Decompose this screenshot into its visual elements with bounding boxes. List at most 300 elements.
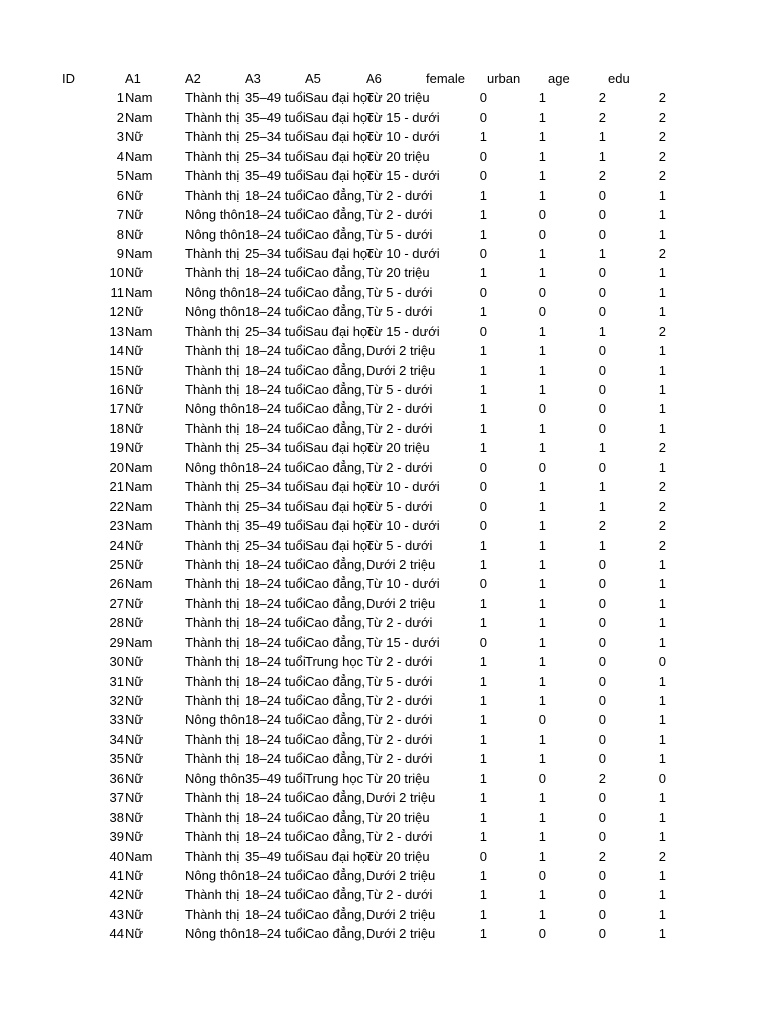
- cell-edu[interactable]: 1: [658, 673, 666, 689]
- cell-a6[interactable]: Từ 2 - dưới: [366, 712, 433, 728]
- cell-edu[interactable]: 2: [658, 479, 666, 495]
- cell-a1[interactable]: Nữ: [125, 187, 144, 203]
- cell-age[interactable]: 0: [598, 731, 606, 747]
- cell-a3[interactable]: 18–24 tuổi: [245, 654, 306, 670]
- cell-edu[interactable]: 2: [658, 129, 666, 145]
- cell-id[interactable]: 42: [109, 887, 124, 903]
- cell-a3[interactable]: 25–34 tuổi: [245, 537, 306, 553]
- cell-a2[interactable]: Thành thị: [185, 848, 240, 864]
- cell-a1[interactable]: Nữ: [125, 693, 144, 708]
- cell-age[interactable]: 2: [598, 168, 606, 184]
- cell-a6[interactable]: Từ 20 triệu: [366, 440, 430, 456]
- cell-edu[interactable]: 1: [658, 304, 666, 320]
- cell-a6[interactable]: Từ 15 - dưới: [366, 634, 440, 650]
- cell-a6[interactable]: Từ 20 triệu: [366, 848, 430, 864]
- cell-edu[interactable]: 1: [658, 226, 666, 242]
- cell-id[interactable]: 20: [109, 459, 124, 475]
- cell-id[interactable]: 26: [109, 576, 124, 592]
- cell-a5[interactable]: Sau đại học: [305, 440, 374, 456]
- cell-a5[interactable]: Cao đẳng,: [305, 712, 365, 728]
- cell-urban[interactable]: 1: [538, 790, 546, 806]
- cell-age[interactable]: 0: [598, 304, 606, 320]
- cell-age[interactable]: 0: [598, 673, 606, 689]
- cell-a6[interactable]: Dưới 2 triệu: [366, 362, 436, 378]
- cell-a2[interactable]: Thành thị: [185, 906, 240, 922]
- cell-female[interactable]: 0: [479, 284, 487, 300]
- cell-id[interactable]: 8: [116, 226, 124, 242]
- cell-a1[interactable]: Nữ: [125, 207, 144, 223]
- cell-edu[interactable]: 2: [658, 518, 666, 534]
- cell-a6[interactable]: Từ 10 - dưới: [366, 518, 440, 534]
- cell-urban[interactable]: 0: [538, 304, 546, 320]
- cell-age[interactable]: 2: [598, 518, 606, 534]
- cell-a5[interactable]: Cao đẳng,: [305, 459, 365, 475]
- cell-urban[interactable]: 0: [538, 226, 546, 242]
- cell-a3[interactable]: 18–24 tuổi: [245, 731, 306, 747]
- cell-a5[interactable]: Cao đẳng,: [305, 595, 365, 611]
- cell-a2[interactable]: Thành thị: [185, 615, 240, 631]
- cell-a6[interactable]: Từ 10 - dưới: [366, 479, 440, 495]
- cell-a1[interactable]: Nữ: [125, 673, 144, 689]
- cell-urban[interactable]: 1: [538, 537, 546, 553]
- cell-a1[interactable]: Nam: [125, 634, 153, 650]
- cell-a3[interactable]: 25–34 tuổi: [245, 245, 306, 261]
- cell-urban[interactable]: 1: [538, 265, 546, 281]
- cell-age[interactable]: 0: [598, 906, 606, 922]
- cell-a6[interactable]: Từ 15 - dưới: [366, 323, 440, 339]
- cell-age[interactable]: 0: [598, 576, 606, 592]
- cell-a3[interactable]: 18–24 tuổi: [245, 304, 306, 320]
- header-id[interactable]: ID: [62, 71, 75, 86]
- cell-urban[interactable]: 0: [538, 459, 546, 475]
- cell-age[interactable]: 0: [598, 809, 606, 825]
- cell-female[interactable]: 1: [479, 362, 487, 378]
- cell-a2[interactable]: Thành thị: [185, 90, 240, 106]
- cell-a3[interactable]: 25–34 tuổi: [245, 440, 306, 456]
- cell-a1[interactable]: Nữ: [125, 362, 144, 378]
- cell-id[interactable]: 40: [109, 848, 124, 864]
- cell-a3[interactable]: 18–24 tuổi: [245, 926, 306, 942]
- cell-urban[interactable]: 0: [538, 207, 546, 223]
- cell-a3[interactable]: 18–24 tuổi: [245, 751, 306, 767]
- cell-urban[interactable]: 1: [538, 751, 546, 767]
- header-a2[interactable]: A2: [185, 71, 201, 86]
- cell-urban[interactable]: 1: [538, 848, 546, 864]
- cell-urban[interactable]: 0: [538, 770, 546, 786]
- cell-id[interactable]: 43: [109, 906, 124, 922]
- cell-edu[interactable]: 2: [658, 168, 666, 184]
- cell-id[interactable]: 5: [116, 168, 124, 184]
- cell-a2[interactable]: Nông thôn: [185, 401, 245, 417]
- cell-a5[interactable]: Cao đẳng,: [305, 265, 365, 281]
- cell-a6[interactable]: Dưới 2 triệu: [366, 790, 436, 806]
- cell-id[interactable]: 7: [116, 207, 124, 223]
- cell-a1[interactable]: Nữ: [125, 654, 144, 670]
- cell-urban[interactable]: 1: [538, 187, 546, 203]
- cell-a6[interactable]: Dưới 2 triệu: [366, 867, 436, 883]
- cell-a1[interactable]: Nam: [125, 323, 153, 339]
- cell-a6[interactable]: Từ 2 - dưới: [366, 401, 433, 417]
- cell-a3[interactable]: 18–24 tuổi: [245, 809, 306, 825]
- cell-a5[interactable]: Cao đẳng,: [305, 731, 365, 747]
- cell-id[interactable]: 11: [110, 284, 124, 300]
- cell-a6[interactable]: Từ 10 - dưới: [366, 245, 440, 261]
- cell-a2[interactable]: Nông thôn: [185, 926, 245, 942]
- cell-a2[interactable]: Thành thị: [185, 440, 240, 456]
- cell-edu[interactable]: 1: [658, 420, 666, 436]
- cell-age[interactable]: 2: [598, 109, 606, 125]
- cell-a3[interactable]: 18–24 tuổi: [245, 790, 306, 806]
- cell-a6[interactable]: Dưới 2 triệu: [366, 343, 436, 359]
- cell-a3[interactable]: 25–34 tuổi: [245, 148, 306, 164]
- cell-a1[interactable]: Nam: [125, 848, 153, 864]
- cell-a2[interactable]: Thành thị: [185, 382, 240, 397]
- cell-female[interactable]: 1: [479, 615, 487, 631]
- cell-age[interactable]: 0: [598, 693, 606, 708]
- cell-a2[interactable]: Thành thị: [185, 498, 240, 514]
- cell-a3[interactable]: 35–49 tuổi: [245, 770, 306, 786]
- cell-edu[interactable]: 2: [658, 537, 666, 553]
- cell-id[interactable]: 21: [109, 479, 124, 495]
- cell-a5[interactable]: Cao đẳng,: [305, 401, 365, 417]
- cell-a6[interactable]: Từ 5 - dưới: [366, 284, 433, 300]
- cell-female[interactable]: 0: [479, 168, 487, 184]
- cell-a6[interactable]: Từ 15 - dưới: [366, 109, 440, 125]
- cell-edu[interactable]: 1: [658, 265, 666, 281]
- cell-age[interactable]: 0: [598, 751, 606, 767]
- cell-female[interactable]: 1: [479, 226, 487, 242]
- cell-female[interactable]: 0: [479, 848, 487, 864]
- cell-age[interactable]: 1: [598, 245, 606, 261]
- cell-a2[interactable]: Thành thị: [185, 245, 240, 261]
- cell-female[interactable]: 1: [479, 790, 487, 806]
- cell-a2[interactable]: Nông thôn: [185, 226, 245, 242]
- cell-a5[interactable]: Cao đẳng,: [305, 420, 365, 436]
- cell-a1[interactable]: Nữ: [125, 829, 144, 845]
- cell-a1[interactable]: Nữ: [125, 556, 144, 572]
- cell-a5[interactable]: Sau đại học: [305, 168, 374, 184]
- cell-a2[interactable]: Thành thị: [185, 829, 240, 845]
- cell-a6[interactable]: Từ 2 - dưới: [366, 751, 433, 767]
- cell-a5[interactable]: Sau đại học: [305, 479, 374, 495]
- cell-a6[interactable]: Từ 2 - dưới: [366, 615, 433, 631]
- cell-urban[interactable]: 1: [538, 90, 546, 106]
- cell-edu[interactable]: 1: [658, 187, 666, 203]
- cell-id[interactable]: 9: [116, 245, 124, 261]
- cell-female[interactable]: 0: [479, 90, 487, 106]
- cell-id[interactable]: 34: [109, 731, 124, 747]
- cell-urban[interactable]: 1: [538, 498, 546, 514]
- cell-age[interactable]: 1: [598, 498, 606, 514]
- cell-age[interactable]: 1: [598, 440, 606, 456]
- cell-a3[interactable]: 18–24 tuổi: [245, 829, 306, 845]
- cell-a2[interactable]: Thành thị: [185, 673, 240, 689]
- cell-a6[interactable]: Dưới 2 triệu: [366, 906, 436, 922]
- cell-a6[interactable]: Từ 10 - dưới: [366, 576, 440, 592]
- cell-female[interactable]: 1: [479, 207, 487, 223]
- cell-a2[interactable]: Thành thị: [185, 790, 240, 806]
- cell-age[interactable]: 2: [598, 770, 606, 786]
- cell-age[interactable]: 0: [598, 226, 606, 242]
- cell-a1[interactable]: Nam: [125, 479, 153, 495]
- cell-female[interactable]: 0: [479, 459, 487, 475]
- cell-female[interactable]: 0: [479, 518, 487, 534]
- cell-a3[interactable]: 18–24 tuổi: [245, 343, 306, 359]
- cell-age[interactable]: 0: [598, 615, 606, 631]
- cell-edu[interactable]: 1: [658, 459, 666, 475]
- cell-a3[interactable]: 18–24 tuổi: [245, 673, 306, 689]
- cell-edu[interactable]: 1: [658, 867, 666, 883]
- cell-a3[interactable]: 35–49 tuổi: [245, 848, 306, 864]
- cell-urban[interactable]: 1: [538, 245, 546, 261]
- cell-id[interactable]: 14: [109, 343, 124, 359]
- cell-a5[interactable]: Sau đại học: [305, 323, 374, 339]
- cell-female[interactable]: 0: [479, 634, 487, 650]
- cell-a3[interactable]: 35–49 tuổi: [245, 518, 306, 534]
- cell-a1[interactable]: Nữ: [125, 867, 144, 883]
- cell-edu[interactable]: 2: [658, 148, 666, 164]
- cell-a2[interactable]: Thành thị: [185, 362, 240, 378]
- header-female[interactable]: female: [426, 71, 466, 86]
- header-a3[interactable]: A3: [245, 71, 261, 86]
- cell-a2[interactable]: Thành thị: [185, 420, 240, 436]
- cell-a1[interactable]: Nữ: [125, 226, 144, 242]
- cell-urban[interactable]: 1: [538, 148, 546, 164]
- cell-a3[interactable]: 18–24 tuổi: [245, 401, 306, 417]
- header-a5[interactable]: A5: [305, 71, 321, 86]
- cell-a6[interactable]: Từ 5 - dưới: [366, 382, 433, 397]
- cell-urban[interactable]: 1: [538, 673, 546, 689]
- cell-a6[interactable]: Từ 2 - dưới: [366, 459, 433, 475]
- cell-age[interactable]: 0: [598, 556, 606, 572]
- cell-age[interactable]: 1: [598, 148, 606, 164]
- cell-a3[interactable]: 35–49 tuổi: [245, 168, 306, 184]
- cell-edu[interactable]: 1: [658, 595, 666, 611]
- cell-a2[interactable]: Thành thị: [185, 537, 240, 553]
- cell-a5[interactable]: Cao đẳng,: [305, 207, 365, 223]
- cell-female[interactable]: 1: [479, 129, 487, 145]
- cell-urban[interactable]: 1: [538, 343, 546, 359]
- cell-urban[interactable]: 1: [538, 109, 546, 125]
- cell-age[interactable]: 0: [598, 459, 606, 475]
- cell-edu[interactable]: 1: [658, 634, 666, 650]
- cell-id[interactable]: 30: [109, 654, 124, 670]
- cell-female[interactable]: 0: [479, 498, 487, 514]
- cell-age[interactable]: 0: [598, 887, 606, 903]
- cell-a2[interactable]: Thành thị: [185, 595, 240, 611]
- cell-a2[interactable]: Thành thị: [185, 654, 240, 670]
- cell-a2[interactable]: Thành thị: [185, 731, 240, 747]
- cell-a3[interactable]: 18–24 tuổi: [245, 459, 306, 475]
- cell-urban[interactable]: 0: [538, 926, 546, 942]
- cell-urban[interactable]: 1: [538, 323, 546, 339]
- cell-edu[interactable]: 0: [658, 770, 666, 786]
- cell-female[interactable]: 0: [479, 323, 487, 339]
- cell-id[interactable]: 39: [109, 829, 124, 845]
- cell-a6[interactable]: Từ 5 - dưới: [366, 498, 433, 514]
- cell-female[interactable]: 1: [479, 595, 487, 611]
- cell-a1[interactable]: Nữ: [125, 770, 144, 786]
- cell-edu[interactable]: 1: [658, 556, 666, 572]
- cell-edu[interactable]: 1: [658, 693, 666, 708]
- cell-edu[interactable]: 1: [658, 284, 666, 300]
- cell-edu[interactable]: 1: [658, 906, 666, 922]
- cell-urban[interactable]: 0: [538, 401, 546, 417]
- cell-a3[interactable]: 18–24 tuổi: [245, 284, 306, 300]
- cell-female[interactable]: 1: [479, 187, 487, 203]
- cell-id[interactable]: 22: [109, 498, 124, 514]
- cell-a6[interactable]: Từ 2 - dưới: [366, 187, 433, 203]
- header-age[interactable]: age: [548, 71, 570, 86]
- cell-a5[interactable]: Cao đẳng,: [305, 187, 365, 203]
- cell-a3[interactable]: 35–49 tuổi: [245, 90, 306, 106]
- cell-id[interactable]: 25: [109, 556, 124, 572]
- cell-a6[interactable]: Từ 20 triệu: [366, 265, 430, 281]
- cell-a5[interactable]: Cao đẳng,: [305, 887, 365, 903]
- cell-a6[interactable]: Từ 5 - dưới: [366, 304, 433, 320]
- cell-age[interactable]: 1: [598, 323, 606, 339]
- cell-a6[interactable]: Từ 10 - dưới: [366, 129, 440, 145]
- header-a1[interactable]: A1: [125, 71, 141, 86]
- cell-age[interactable]: 0: [598, 634, 606, 650]
- cell-edu[interactable]: 2: [658, 848, 666, 864]
- cell-a3[interactable]: 18–24 tuổi: [245, 693, 306, 708]
- cell-a3[interactable]: 18–24 tuổi: [245, 265, 306, 281]
- cell-a5[interactable]: Sau đại học: [305, 90, 374, 106]
- cell-age[interactable]: 0: [598, 401, 606, 417]
- cell-a5[interactable]: Cao đẳng,: [305, 829, 365, 845]
- cell-a5[interactable]: Cao đẳng,: [305, 304, 365, 320]
- cell-id[interactable]: 32: [109, 693, 124, 708]
- cell-a5[interactable]: Cao đẳng,: [305, 809, 365, 825]
- cell-a5[interactable]: Cao đẳng,: [305, 615, 365, 631]
- cell-edu[interactable]: 1: [658, 751, 666, 767]
- cell-id[interactable]: 24: [109, 537, 124, 553]
- cell-id[interactable]: 1: [116, 90, 124, 106]
- cell-age[interactable]: 0: [598, 654, 606, 670]
- cell-a2[interactable]: Thành thị: [185, 809, 240, 825]
- cell-female[interactable]: 1: [479, 693, 487, 708]
- cell-female[interactable]: 0: [479, 479, 487, 495]
- cell-age[interactable]: 0: [598, 343, 606, 359]
- cell-a5[interactable]: Cao đẳng,: [305, 343, 365, 359]
- cell-a2[interactable]: Thành thị: [185, 265, 240, 281]
- cell-a3[interactable]: 35–49 tuổi: [245, 109, 306, 125]
- cell-id[interactable]: 10: [109, 265, 124, 281]
- cell-urban[interactable]: 1: [538, 576, 546, 592]
- cell-age[interactable]: 1: [598, 129, 606, 145]
- cell-a3[interactable]: 18–24 tuổi: [245, 634, 306, 650]
- cell-a3[interactable]: 18–24 tuổi: [245, 187, 306, 203]
- cell-a2[interactable]: Thành thị: [185, 323, 240, 339]
- cell-a2[interactable]: Thành thị: [185, 887, 240, 903]
- cell-female[interactable]: 1: [479, 382, 487, 397]
- cell-urban[interactable]: 1: [538, 518, 546, 534]
- cell-a6[interactable]: Từ 2 - dưới: [366, 420, 433, 436]
- cell-female[interactable]: 0: [479, 148, 487, 164]
- cell-a2[interactable]: Nông thôn: [185, 304, 245, 320]
- cell-female[interactable]: 1: [479, 731, 487, 747]
- cell-edu[interactable]: 1: [658, 207, 666, 223]
- cell-id[interactable]: 28: [109, 615, 124, 631]
- cell-a2[interactable]: Thành thị: [185, 693, 240, 708]
- cell-female[interactable]: 1: [479, 440, 487, 456]
- cell-age[interactable]: 0: [598, 187, 606, 203]
- cell-female[interactable]: 1: [479, 556, 487, 572]
- cell-age[interactable]: 2: [598, 90, 606, 106]
- cell-female[interactable]: 1: [479, 887, 487, 903]
- cell-age[interactable]: 0: [598, 829, 606, 845]
- cell-edu[interactable]: 1: [658, 576, 666, 592]
- cell-a5[interactable]: Sau đại học: [305, 129, 374, 145]
- cell-a2[interactable]: Thành thị: [185, 168, 240, 184]
- cell-urban[interactable]: 1: [538, 479, 546, 495]
- cell-a5[interactable]: Cao đẳng,: [305, 362, 365, 378]
- cell-id[interactable]: 27: [109, 595, 124, 611]
- cell-age[interactable]: 0: [598, 790, 606, 806]
- header-edu[interactable]: edu: [608, 71, 630, 86]
- cell-female[interactable]: 1: [479, 420, 487, 436]
- cell-a2[interactable]: Thành thị: [185, 187, 240, 203]
- cell-a2[interactable]: Nông thôn: [185, 770, 245, 786]
- cell-edu[interactable]: 1: [658, 887, 666, 903]
- cell-a1[interactable]: Nữ: [125, 731, 144, 747]
- cell-a5[interactable]: Cao đẳng,: [305, 226, 365, 242]
- cell-id[interactable]: 2: [116, 109, 124, 125]
- cell-a1[interactable]: Nữ: [125, 595, 144, 611]
- cell-age[interactable]: 0: [598, 265, 606, 281]
- cell-urban[interactable]: 1: [538, 129, 546, 145]
- cell-female[interactable]: 1: [479, 867, 487, 883]
- cell-urban[interactable]: 1: [538, 634, 546, 650]
- cell-id[interactable]: 17: [109, 401, 124, 417]
- cell-id[interactable]: 31: [109, 673, 124, 689]
- cell-a3[interactable]: 18–24 tuổi: [245, 420, 306, 436]
- cell-edu[interactable]: 1: [658, 731, 666, 747]
- cell-female[interactable]: 1: [479, 770, 487, 786]
- cell-a1[interactable]: Nữ: [125, 809, 144, 825]
- cell-a1[interactable]: Nam: [125, 90, 153, 106]
- cell-a5[interactable]: Sau đại học: [305, 518, 374, 534]
- cell-a1[interactable]: Nam: [125, 168, 153, 184]
- cell-a5[interactable]: Cao đẳng,: [305, 576, 365, 592]
- cell-urban[interactable]: 1: [538, 654, 546, 670]
- cell-id[interactable]: 13: [109, 323, 124, 339]
- cell-a3[interactable]: 25–34 tuổi: [245, 323, 306, 339]
- cell-id[interactable]: 15: [109, 362, 124, 378]
- cell-a5[interactable]: Sau đại học: [305, 109, 374, 125]
- cell-a1[interactable]: Nữ: [125, 265, 144, 281]
- cell-age[interactable]: 0: [598, 382, 606, 397]
- cell-a1[interactable]: Nữ: [125, 615, 144, 631]
- cell-a6[interactable]: Từ 20 triệu: [366, 770, 430, 786]
- cell-a1[interactable]: Nữ: [125, 129, 144, 145]
- cell-a6[interactable]: Từ 15 - dưới: [366, 168, 440, 184]
- cell-a1[interactable]: Nữ: [125, 926, 144, 942]
- cell-a5[interactable]: Trung học: [305, 770, 364, 786]
- cell-a2[interactable]: Nông thôn: [185, 712, 245, 728]
- cell-a6[interactable]: Từ 20 triệu: [366, 90, 430, 106]
- cell-id[interactable]: 6: [116, 187, 124, 203]
- cell-female[interactable]: 1: [479, 537, 487, 553]
- cell-urban[interactable]: 0: [538, 867, 546, 883]
- cell-urban[interactable]: 1: [538, 168, 546, 184]
- cell-female[interactable]: 0: [479, 109, 487, 125]
- cell-a1[interactable]: Nữ: [125, 343, 144, 359]
- cell-a3[interactable]: 18–24 tuổi: [245, 362, 306, 378]
- cell-id[interactable]: 18: [109, 420, 124, 436]
- cell-edu[interactable]: 0: [658, 654, 666, 670]
